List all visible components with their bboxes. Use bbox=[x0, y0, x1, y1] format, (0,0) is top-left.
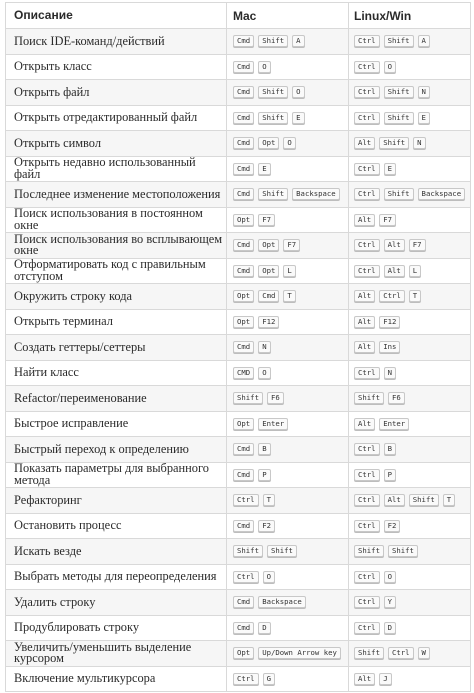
mac-shortcut-cell bbox=[227, 565, 349, 590]
keycap: Ctrl bbox=[388, 647, 414, 659]
linux-shortcut-cell bbox=[349, 106, 470, 131]
keycap: O bbox=[263, 571, 275, 583]
table-row bbox=[5, 29, 471, 55]
keycap: Shift bbox=[354, 545, 384, 557]
keycap: Cmd bbox=[233, 443, 254, 455]
keycap: Ctrl bbox=[354, 86, 380, 98]
linux-key-combo bbox=[354, 112, 430, 124]
linux-key-combo bbox=[354, 494, 455, 506]
mac-shortcut-cell bbox=[227, 208, 349, 233]
table-row bbox=[5, 131, 471, 157]
keycap: Cmd bbox=[233, 112, 254, 124]
keycap: E bbox=[258, 163, 270, 175]
linux-shortcut-cell bbox=[349, 386, 470, 411]
keycap: Cmd bbox=[233, 341, 254, 353]
mac-key-combo bbox=[233, 622, 271, 634]
shortcut-description: Открыть файл bbox=[6, 80, 227, 105]
mac-shortcut-cell bbox=[227, 667, 349, 692]
mac-key-combo bbox=[233, 290, 296, 302]
linux-key-combo bbox=[354, 622, 396, 634]
keycap: Opt bbox=[233, 647, 254, 659]
shortcut-description: Refactor/переименование bbox=[6, 386, 227, 411]
mac-key-combo bbox=[233, 545, 297, 557]
keycap: Shift bbox=[258, 188, 288, 200]
mac-shortcut-cell bbox=[227, 616, 349, 641]
mac-shortcut-cell bbox=[227, 437, 349, 462]
shortcut-description: Искать везде bbox=[6, 539, 227, 564]
linux-key-combo bbox=[354, 316, 400, 328]
table-row bbox=[5, 386, 471, 412]
linux-shortcut-cell bbox=[349, 157, 470, 182]
table-row bbox=[5, 284, 471, 310]
keycap: Ctrl bbox=[354, 239, 380, 251]
shortcut-description: Рефакторинг bbox=[6, 488, 227, 513]
mac-key-combo bbox=[233, 214, 275, 226]
keycap: Ctrl bbox=[354, 265, 380, 277]
keycap: Ctrl bbox=[354, 622, 380, 634]
linux-key-combo bbox=[354, 35, 430, 47]
linux-key-combo bbox=[354, 673, 392, 685]
shortcut-description: Удалить строку bbox=[6, 590, 227, 615]
linux-shortcut-cell bbox=[349, 208, 470, 233]
shortcut-description: Увеличить/уменьшить выделение курсором bbox=[6, 641, 227, 666]
mac-shortcut-cell bbox=[227, 310, 349, 335]
shortcut-description: Быстрый переход к определению bbox=[6, 437, 227, 462]
mac-key-combo bbox=[233, 418, 288, 430]
keycap: Cmd bbox=[233, 239, 254, 251]
linux-shortcut-cell bbox=[349, 565, 470, 590]
linux-key-combo bbox=[354, 647, 430, 659]
keycap: T bbox=[263, 494, 275, 506]
keycap: Ctrl bbox=[354, 112, 380, 124]
shortcut-description: Показать параметры для выбранного метода bbox=[6, 463, 227, 488]
keycap: E bbox=[384, 163, 396, 175]
mac-key-combo bbox=[233, 469, 271, 481]
keycap: Shift bbox=[258, 86, 288, 98]
mac-key-combo bbox=[233, 367, 271, 379]
keycap: N bbox=[384, 367, 396, 379]
keycap: Shift bbox=[354, 392, 384, 404]
keycap: Shift bbox=[388, 545, 418, 557]
keycap: L bbox=[409, 265, 421, 277]
mac-shortcut-cell bbox=[227, 284, 349, 309]
keycap: O bbox=[292, 86, 304, 98]
keycap: Opt bbox=[258, 137, 279, 149]
linux-shortcut-cell bbox=[349, 616, 470, 641]
keycap: Shift bbox=[379, 137, 409, 149]
keycap: Cmd bbox=[233, 188, 254, 200]
table-row bbox=[5, 565, 471, 591]
keycap: Shift bbox=[384, 188, 414, 200]
keycap: Cmd bbox=[233, 35, 254, 47]
keycap: F7 bbox=[258, 214, 275, 226]
keycap: O bbox=[384, 61, 396, 73]
keycap: Alt bbox=[354, 341, 375, 353]
keycap: Cmd bbox=[233, 163, 254, 175]
keycap: Enter bbox=[379, 418, 409, 430]
mac-key-combo bbox=[233, 163, 271, 175]
keycap: Shift bbox=[409, 494, 439, 506]
keycap: W bbox=[418, 647, 430, 659]
shortcut-description: Поиск использования в постоянном окне bbox=[6, 208, 227, 233]
keycap: Ctrl bbox=[233, 494, 259, 506]
mac-shortcut-cell bbox=[227, 488, 349, 513]
keycap: Cmd bbox=[258, 290, 279, 302]
mac-shortcut-cell bbox=[227, 641, 349, 666]
keycap: Shift bbox=[267, 545, 297, 557]
keycap: Cmd bbox=[233, 622, 254, 634]
linux-shortcut-cell bbox=[349, 284, 470, 309]
linux-key-combo bbox=[354, 239, 426, 251]
keycap: Ctrl bbox=[354, 61, 380, 73]
keycap: Ins bbox=[379, 341, 400, 353]
keycap: Cmd bbox=[233, 137, 254, 149]
mac-shortcut-cell bbox=[227, 361, 349, 386]
linux-shortcut-cell bbox=[349, 259, 470, 284]
linux-key-combo bbox=[354, 469, 396, 481]
table-row bbox=[5, 488, 471, 514]
keycap: O bbox=[283, 137, 295, 149]
mac-shortcut-cell bbox=[227, 539, 349, 564]
keycap: Shift bbox=[233, 545, 263, 557]
shortcut-description: Открыть недавно использованный файл bbox=[6, 157, 227, 182]
keycap: F7 bbox=[283, 239, 300, 251]
shortcut-description: Поиск использования во всплывающем окне bbox=[6, 233, 227, 258]
shortcut-description: Открыть отредактированный файл bbox=[6, 106, 227, 131]
table-row bbox=[5, 667, 471, 693]
keycap: Alt bbox=[384, 265, 405, 277]
keycap: Backspace bbox=[292, 188, 340, 200]
keycap: T bbox=[409, 290, 421, 302]
linux-shortcut-cell bbox=[349, 514, 470, 539]
linux-shortcut-cell bbox=[349, 361, 470, 386]
mac-shortcut-cell bbox=[227, 106, 349, 131]
linux-key-combo bbox=[354, 214, 396, 226]
linux-shortcut-cell bbox=[349, 488, 470, 513]
keycap: Ctrl bbox=[354, 188, 380, 200]
mac-key-combo bbox=[233, 112, 305, 124]
keycap: Ctrl bbox=[354, 571, 380, 583]
keycap: Alt bbox=[384, 494, 405, 506]
mac-key-combo bbox=[233, 265, 296, 277]
table-row bbox=[5, 590, 471, 616]
mac-key-combo bbox=[233, 35, 305, 47]
shortcut-description: Открыть символ bbox=[6, 131, 227, 156]
header-mac: Mac bbox=[227, 3, 349, 28]
keycap: F7 bbox=[379, 214, 396, 226]
keycap: O bbox=[258, 367, 270, 379]
keycap: Alt bbox=[354, 418, 375, 430]
table-row bbox=[5, 335, 471, 361]
mac-shortcut-cell bbox=[227, 590, 349, 615]
linux-shortcut-cell bbox=[349, 539, 470, 564]
keycap: Ctrl bbox=[354, 443, 380, 455]
table-header bbox=[5, 2, 471, 29]
keycap: Y bbox=[384, 596, 396, 608]
linux-key-combo bbox=[354, 341, 400, 353]
keycap: F12 bbox=[258, 316, 279, 328]
linux-shortcut-cell bbox=[349, 233, 470, 258]
linux-key-combo bbox=[354, 86, 430, 98]
keycap: Alt bbox=[354, 290, 375, 302]
mac-key-combo bbox=[233, 61, 271, 73]
keycap: A bbox=[418, 35, 430, 47]
keycap: O bbox=[258, 61, 270, 73]
table-row bbox=[5, 437, 471, 463]
linux-key-combo bbox=[354, 520, 400, 532]
keycap: A bbox=[292, 35, 304, 47]
linux-shortcut-cell bbox=[349, 310, 470, 335]
shortcut-description: Окружить строку кода bbox=[6, 284, 227, 309]
shortcut-description: Создать геттеры/сеттеры bbox=[6, 335, 227, 360]
linux-key-combo bbox=[354, 265, 421, 277]
keycap: E bbox=[292, 112, 304, 124]
keycap: F2 bbox=[258, 520, 275, 532]
keycap: Opt bbox=[258, 265, 279, 277]
keycap: N bbox=[413, 137, 425, 149]
mac-key-combo bbox=[233, 673, 275, 685]
table-row bbox=[5, 182, 471, 208]
keycap: CMD bbox=[233, 367, 254, 379]
mac-key-combo bbox=[233, 571, 275, 583]
shortcut-description: Выбрать методы для переопределения bbox=[6, 565, 227, 590]
keycap: Cmd bbox=[233, 265, 254, 277]
keycap: Enter bbox=[258, 418, 288, 430]
shortcut-description: Включение мультикурсора bbox=[6, 667, 227, 692]
mac-shortcut-cell bbox=[227, 412, 349, 437]
table-row bbox=[5, 233, 471, 259]
linux-key-combo bbox=[354, 418, 409, 430]
linux-key-combo bbox=[354, 392, 405, 404]
linux-shortcut-cell bbox=[349, 667, 470, 692]
linux-shortcut-cell bbox=[349, 641, 470, 666]
mac-key-combo bbox=[233, 443, 271, 455]
keycap: Opt bbox=[258, 239, 279, 251]
keycap: F2 bbox=[384, 520, 401, 532]
mac-key-combo bbox=[233, 86, 305, 98]
table-row bbox=[5, 616, 471, 642]
keycap: Alt bbox=[354, 214, 375, 226]
keycap: F12 bbox=[379, 316, 400, 328]
keycap: Ctrl bbox=[233, 673, 259, 685]
keycap: Shift bbox=[258, 112, 288, 124]
keycap: Shift bbox=[233, 392, 263, 404]
linux-key-combo bbox=[354, 188, 465, 200]
linux-shortcut-cell bbox=[349, 131, 470, 156]
keycap: B bbox=[258, 443, 270, 455]
table-row bbox=[5, 361, 471, 387]
keycap: F6 bbox=[388, 392, 405, 404]
shortcut-description: Отформатировать код с правильным отступом bbox=[6, 259, 227, 284]
keycap: Ctrl bbox=[354, 596, 380, 608]
shortcut-description: Открыть терминал bbox=[6, 310, 227, 335]
keycap: Cmd bbox=[233, 520, 254, 532]
keycap: Backspace bbox=[418, 188, 466, 200]
linux-shortcut-cell bbox=[349, 412, 470, 437]
linux-key-combo bbox=[354, 545, 418, 557]
mac-shortcut-cell bbox=[227, 386, 349, 411]
mac-shortcut-cell bbox=[227, 514, 349, 539]
keycap: Ctrl bbox=[354, 494, 380, 506]
mac-shortcut-cell bbox=[227, 131, 349, 156]
mac-shortcut-cell bbox=[227, 335, 349, 360]
mac-key-combo bbox=[233, 596, 306, 608]
linux-key-combo bbox=[354, 137, 426, 149]
mac-shortcut-cell bbox=[227, 182, 349, 207]
keycap: Opt bbox=[233, 418, 254, 430]
linux-shortcut-cell bbox=[349, 80, 470, 105]
keycap: L bbox=[283, 265, 295, 277]
mac-shortcut-cell bbox=[227, 29, 349, 54]
linux-key-combo bbox=[354, 443, 396, 455]
mac-shortcut-cell bbox=[227, 157, 349, 182]
keycap: Up/Down Arrow key bbox=[258, 647, 341, 659]
keycap: N bbox=[418, 86, 430, 98]
keycap: Ctrl bbox=[354, 520, 380, 532]
linux-shortcut-cell bbox=[349, 463, 470, 488]
keycap: Cmd bbox=[233, 596, 254, 608]
keycap: Cmd bbox=[233, 469, 254, 481]
shortcut-description: Остановить процесс bbox=[6, 514, 227, 539]
keycap: Cmd bbox=[233, 61, 254, 73]
linux-key-combo bbox=[354, 571, 396, 583]
keycap: F7 bbox=[409, 239, 426, 251]
keycap: J bbox=[379, 673, 391, 685]
keycap: Ctrl bbox=[379, 290, 405, 302]
table-row bbox=[5, 106, 471, 132]
keycap: Opt bbox=[233, 316, 254, 328]
keycap: E bbox=[418, 112, 430, 124]
mac-key-combo bbox=[233, 137, 296, 149]
keycap: P bbox=[384, 469, 396, 481]
table-row bbox=[5, 514, 471, 540]
linux-shortcut-cell bbox=[349, 55, 470, 80]
keycap: F6 bbox=[267, 392, 284, 404]
keycap: Alt bbox=[354, 316, 375, 328]
keycap: Ctrl bbox=[354, 163, 380, 175]
mac-shortcut-cell bbox=[227, 80, 349, 105]
shortcuts-table bbox=[5, 2, 471, 692]
keycap: Shift bbox=[258, 35, 288, 47]
keycap: N bbox=[258, 341, 270, 353]
mac-shortcut-cell bbox=[227, 463, 349, 488]
mac-key-combo bbox=[233, 341, 271, 353]
table-row bbox=[5, 539, 471, 565]
keycap: Ctrl bbox=[233, 571, 259, 583]
keycap: P bbox=[258, 469, 270, 481]
mac-key-combo bbox=[233, 494, 275, 506]
header-linux: Linux/Win bbox=[354, 8, 412, 23]
linux-key-combo bbox=[354, 367, 396, 379]
mac-shortcut-cell bbox=[227, 259, 349, 284]
shortcut-description: Продублировать строку bbox=[6, 616, 227, 641]
mac-shortcut-cell bbox=[227, 55, 349, 80]
shortcut-description: Поиск IDE-команд/действий bbox=[6, 29, 227, 54]
shortcut-description: Открыть класс bbox=[6, 55, 227, 80]
linux-shortcut-cell bbox=[349, 29, 470, 54]
keycap: Shift bbox=[354, 647, 384, 659]
keycap: T bbox=[283, 290, 295, 302]
keycap: Opt bbox=[233, 214, 254, 226]
table-row bbox=[5, 208, 471, 234]
keycap: B bbox=[384, 443, 396, 455]
table-row bbox=[5, 80, 471, 106]
keycap: Alt bbox=[354, 673, 375, 685]
keycap: D bbox=[258, 622, 270, 634]
table-row bbox=[5, 259, 471, 285]
mac-key-combo bbox=[233, 316, 279, 328]
keycap: Opt bbox=[233, 290, 254, 302]
keycap: Alt bbox=[354, 137, 375, 149]
table-row bbox=[5, 463, 471, 489]
mac-key-combo bbox=[233, 188, 340, 200]
table-row bbox=[5, 412, 471, 438]
linux-key-combo bbox=[354, 596, 396, 608]
table-row bbox=[5, 310, 471, 336]
table-row bbox=[5, 641, 471, 667]
keycap: Shift bbox=[384, 86, 414, 98]
linux-key-combo bbox=[354, 61, 396, 73]
keycap: Ctrl bbox=[354, 35, 380, 47]
shortcut-description: Быстрое исправление bbox=[6, 412, 227, 437]
linux-shortcut-cell bbox=[349, 437, 470, 462]
shortcut-description: Найти класс bbox=[6, 361, 227, 386]
keycap: Cmd bbox=[233, 86, 254, 98]
keycap: Shift bbox=[384, 112, 414, 124]
mac-key-combo bbox=[233, 392, 284, 404]
keycap: Alt bbox=[384, 239, 405, 251]
mac-key-combo bbox=[233, 520, 275, 532]
table-row bbox=[5, 55, 471, 81]
header-description: Описание bbox=[6, 3, 227, 28]
table-row bbox=[5, 157, 471, 183]
keycap: T bbox=[443, 494, 455, 506]
table-body bbox=[5, 29, 471, 692]
mac-key-combo bbox=[233, 647, 341, 659]
keycap: O bbox=[384, 571, 396, 583]
keycap: Ctrl bbox=[354, 469, 380, 481]
linux-shortcut-cell bbox=[349, 335, 470, 360]
keycap: Ctrl bbox=[354, 367, 380, 379]
shortcut-description: Последнее изменение местоположения bbox=[6, 182, 227, 207]
mac-key-combo bbox=[233, 239, 300, 251]
linux-key-combo bbox=[354, 163, 396, 175]
mac-shortcut-cell bbox=[227, 233, 349, 258]
linux-shortcut-cell bbox=[349, 182, 470, 207]
keycap: Shift bbox=[384, 35, 414, 47]
keycap: D bbox=[384, 622, 396, 634]
linux-key-combo bbox=[354, 290, 421, 302]
keycap: Backspace bbox=[258, 596, 306, 608]
linux-shortcut-cell bbox=[349, 590, 470, 615]
keycap: G bbox=[263, 673, 275, 685]
